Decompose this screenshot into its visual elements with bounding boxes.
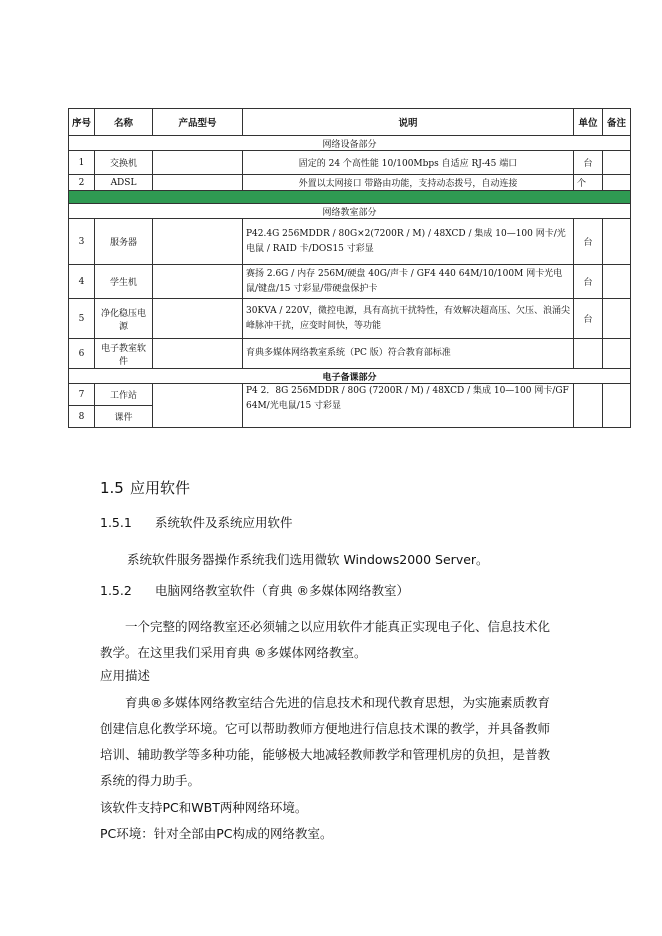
- row-model: [153, 265, 243, 299]
- row-model: [153, 339, 243, 369]
- row-unit: 台: [574, 219, 603, 265]
- row-unit: [574, 339, 603, 369]
- table-row: [69, 265, 631, 299]
- row-model: [153, 299, 243, 339]
- section-row-prep: [69, 369, 631, 384]
- heading-1-5-1: [100, 515, 293, 531]
- row-no: 8: [69, 406, 95, 428]
- header-note: 备注: [603, 109, 631, 136]
- row-no: 6: [69, 339, 95, 369]
- row-no: 1: [69, 151, 95, 175]
- section-title: 电子备课部分: [69, 369, 631, 384]
- row-no: 3: [69, 219, 95, 265]
- paragraph-support: 该软件支持PC和WBT两种网络环境。: [100, 800, 308, 815]
- row-name: 课件: [95, 406, 153, 428]
- row-desc: 30KVA / 220V，微控电源，具有高抗干扰特性，有效解决超高压、欠压、浪涌尖峰脉冲干扰，应变时间快，等功能: [243, 299, 574, 339]
- table-row: [69, 384, 631, 406]
- row-unit: 台: [574, 299, 603, 339]
- table-row: [69, 339, 631, 369]
- row-desc: P4 2．8G 256MDDR / 80G (7200R / M) / 48XCD / 集成 10—100 网卡/GF 64M/光电鼠/15 寸彩显: [243, 384, 574, 428]
- row-name: 交换机: [95, 151, 153, 175]
- heading-number: 1.5.1: [100, 515, 132, 530]
- row-no: 2: [69, 175, 95, 191]
- row-model: [153, 151, 243, 175]
- paragraph-intro: 一个完整的网络教室还必须辅之以应用软件才能真正实现电子化、信息技术化教学。在这里我们采用育典 ®多媒体网络教室。: [100, 619, 551, 660]
- row-desc: 赛扬 2.6G / 内存 256M/硬盘 40G/声卡 / GF4 440 64M/10/100M 网卡光电鼠/键盘/15 寸彩显/带硬盘保护卡: [243, 265, 574, 299]
- row-note: [603, 299, 631, 339]
- row-desc: 固定的 24 个高性能 10/100Mbps 自适应 RJ-45 端口: [243, 151, 574, 175]
- paragraph-app-desc: 育典®多媒体网络教室结合先进的信息技术和现代教育思想，为实施素质教育创建信息化教学环境。它可以帮助教师方便地进行信息技术课的教学，并具备教师培训、辅助教学等多种功能，能够极大地减轻教师教学和管理机房的负担，是普教系统的得力助手。: [100, 695, 551, 788]
- header-no: 序号: [69, 109, 95, 136]
- paragraph-pc-env: PC环境：针对全部由PC构成的网络教室。: [100, 826, 333, 841]
- section-row-network: [69, 136, 631, 151]
- row-name: 工作站: [95, 384, 153, 406]
- row-desc: P42.4G 256MDDR / 80G×2(7200R / M) / 48XCD / 集成 10—100 网卡/光电鼠 / RAID 卡/DOS15 寸彩显: [243, 219, 574, 265]
- row-name: 净化稳压电源: [95, 299, 153, 339]
- header-desc: 说明: [243, 109, 574, 136]
- row-model: [153, 175, 243, 191]
- row-name: 学生机: [95, 265, 153, 299]
- header-name: 名称: [95, 109, 153, 136]
- row-note: [603, 384, 631, 428]
- table-header-row: [69, 109, 631, 136]
- heading-1-5-2: [100, 583, 409, 599]
- equipment-table: [68, 108, 631, 428]
- row-note: [603, 175, 631, 191]
- row-no: 5: [69, 299, 95, 339]
- row-name: 服务器: [95, 219, 153, 265]
- row-unit: 个: [574, 175, 603, 191]
- row-model: [153, 384, 243, 428]
- section-row-classroom: [69, 204, 631, 219]
- table-row: [69, 299, 631, 339]
- row-note: [603, 219, 631, 265]
- row-unit: 台: [574, 151, 603, 175]
- table-row: [69, 175, 631, 191]
- header-model: 产品型号: [153, 109, 243, 136]
- heading-number: 1.5.2: [100, 583, 132, 598]
- section-title: 网络教室部分: [69, 204, 631, 219]
- table-row: [69, 219, 631, 265]
- section-title: 网络设备部分: [69, 136, 631, 151]
- row-note: [603, 339, 631, 369]
- heading-title: 应用软件: [130, 479, 191, 497]
- row-name: ADSL: [95, 175, 153, 191]
- row-no: 4: [69, 265, 95, 299]
- row-desc: 育典多媒体网络教室系统（PC 版）符合教育部标准: [243, 339, 574, 369]
- row-unit: [574, 384, 603, 428]
- equipment-table-wrapper: [68, 108, 630, 428]
- header-unit: 单位: [574, 109, 603, 136]
- row-note: [603, 265, 631, 299]
- app-desc-label: 应用描述: [100, 668, 151, 683]
- row-desc: 外置以太网接口 带路由功能，支持动态拨号，自动连接: [243, 175, 574, 191]
- heading-title: 电脑网络教室软件（育典 ®多媒体网络教室）: [155, 583, 409, 598]
- heading-number: 1.5: [100, 479, 124, 497]
- system-software-text: 系统软件服务器操作系统我们选用微软 Windows2000 Server。: [127, 552, 489, 567]
- heading-title: 系统软件及系统应用软件: [155, 515, 293, 530]
- row-no: 7: [69, 384, 95, 406]
- table-row: [69, 151, 631, 175]
- row-model: [153, 219, 243, 265]
- row-unit: 台: [574, 265, 603, 299]
- highlight-divider-row: [69, 191, 631, 204]
- row-note: [603, 151, 631, 175]
- heading-1-5: [100, 480, 190, 496]
- row-name: 电子教室软件: [95, 339, 153, 369]
